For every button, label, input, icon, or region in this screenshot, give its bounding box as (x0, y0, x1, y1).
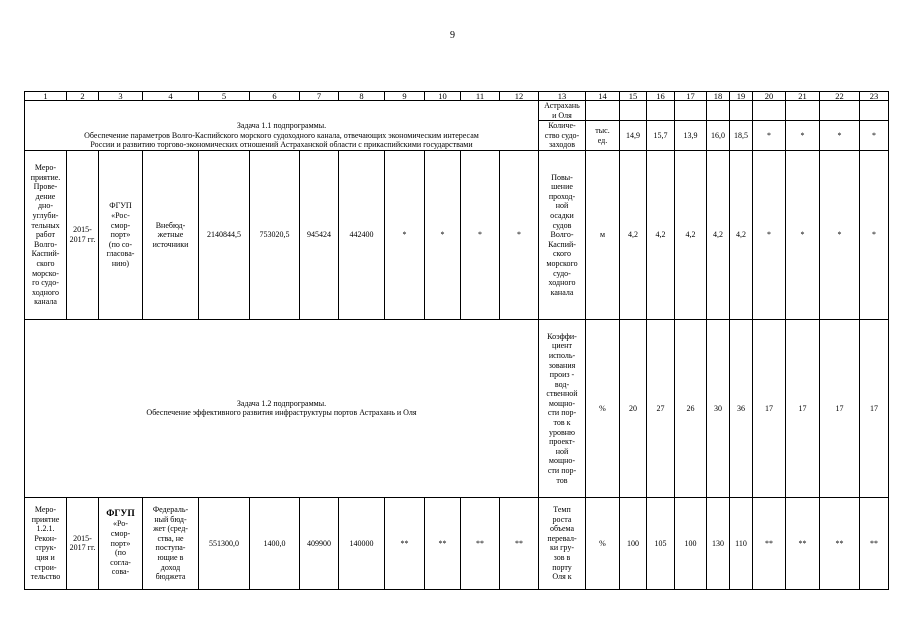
column-number: 1 (25, 92, 67, 101)
column-number: 13 (539, 92, 586, 101)
funding-amount: ** (461, 497, 500, 589)
indicator-value: 4,2 (620, 150, 647, 319)
column-number: 22 (820, 92, 860, 101)
indicator-value: 17 (820, 319, 860, 497)
region-continuation-row (25, 101, 889, 121)
column-number: 5 (199, 92, 250, 101)
column-number: 15 (620, 92, 647, 101)
funding-amount: 442400 (339, 150, 385, 319)
indicator: Количе- ство судо- заходов (539, 121, 586, 151)
indicator-value: * (786, 121, 820, 151)
measure-period: 2015- 2017 гг. (67, 150, 99, 319)
measure-name: Меро- приятие. Прове- дение дно- углуби- тельных работ Волго- Каспий- ского морско- го судо- ходного канала (25, 150, 67, 319)
column-number: 16 (647, 92, 675, 101)
column-number: 8 (339, 92, 385, 101)
indicator-value: 130 (707, 497, 730, 589)
funding-source: Внебюд- жетные источники (143, 150, 199, 319)
task-1-2-row (25, 319, 889, 497)
task-1-2-title: Задача 1.2 подпрограммы. Обеспечение эффективного развития инфраструктуры портов Астрахань и Оля (25, 319, 539, 497)
column-number: 17 (675, 92, 707, 101)
indicator-value: ** (820, 497, 860, 589)
indicator-value: 4,2 (675, 150, 707, 319)
funding-amount: ** (500, 497, 539, 589)
unit: % (586, 497, 620, 589)
column-number: 2 (67, 92, 99, 101)
indicator-value: 26 (675, 319, 707, 497)
funding-amount: 1400,0 (250, 497, 300, 589)
measure-row (25, 497, 889, 589)
column-number: 20 (753, 92, 786, 101)
indicator-value: * (753, 150, 786, 319)
unit: м (586, 150, 620, 319)
indicator-value: 17 (753, 319, 786, 497)
indicator-value: 17 (860, 319, 889, 497)
funding-amount: 2140844,5 (199, 150, 250, 319)
subprogram-table (24, 91, 889, 590)
indicator-value: 17 (786, 319, 820, 497)
column-number: 7 (300, 92, 339, 101)
indicator-value: * (820, 121, 860, 151)
indicator-value: 16,0 (707, 121, 730, 151)
column-number: 11 (461, 92, 500, 101)
indicator-value: * (753, 121, 786, 151)
unit: тыс. ед. (586, 121, 620, 151)
indicator-value: ** (860, 497, 889, 589)
indicator-value: 105 (647, 497, 675, 589)
funding-amount: 753020,5 (250, 150, 300, 319)
column-number: 18 (707, 92, 730, 101)
measure-period: 2015- 2017 гг. (67, 497, 99, 589)
measure-name: Меро- приятие 1.2.1. Рекон- струк- ция и строи- тельство (25, 497, 67, 589)
indicator-value: 100 (620, 497, 647, 589)
indicator-value: 13,9 (675, 121, 707, 151)
indicator-value: ** (753, 497, 786, 589)
funding-amount: 945424 (300, 150, 339, 319)
indicator-value: 4,2 (707, 150, 730, 319)
funding-amount: * (425, 150, 461, 319)
measure-executor (99, 497, 143, 589)
funding-amount: 551300,0 (199, 497, 250, 589)
indicator-value: * (820, 150, 860, 319)
measure-executor: ФГУП «Рос- смор- порт» (по со- гласова- нию) (99, 150, 143, 319)
indicator-value: 30 (707, 319, 730, 497)
unit: % (586, 319, 620, 497)
funding-amount: * (461, 150, 500, 319)
indicator-value: 110 (730, 497, 753, 589)
indicator-value: ** (786, 497, 820, 589)
column-number: 6 (250, 92, 300, 101)
indicator-value: 15,7 (647, 121, 675, 151)
funding-amount: * (385, 150, 425, 319)
indicator-value: 4,2 (647, 150, 675, 319)
indicator-value: 36 (730, 319, 753, 497)
funding-amount: * (500, 150, 539, 319)
indicator-value: 14,9 (620, 121, 647, 151)
column-number: 19 (730, 92, 753, 101)
executor-details: «Ро- смор- порт» (по согла- сова- (110, 519, 131, 577)
column-number: 3 (99, 92, 143, 101)
indicator-value: 27 (647, 319, 675, 497)
indicator-value: 4,2 (730, 150, 753, 319)
indicator: Повы- шение проход- ной осадки судов Волго- Каспий- ского морского судо- ходного канала (539, 150, 586, 319)
column-number: 10 (425, 92, 461, 101)
indicator: Коэффи- циент исполь- зования произ - вод- ственной мощно- сти пор- тов к уровню проект- ной мощно- сти пор- тов (539, 319, 586, 497)
column-number: 12 (500, 92, 539, 101)
indicator-value: 18,5 (730, 121, 753, 151)
indicator-value: * (860, 121, 889, 151)
funding-amount: ** (385, 497, 425, 589)
executor-name: ФГУП (106, 508, 135, 519)
indicator-continuation: Астрахань и Оля (539, 101, 586, 121)
indicator-value: * (860, 150, 889, 319)
indicator-value: 100 (675, 497, 707, 589)
funding-amount: 409900 (300, 497, 339, 589)
column-number: 4 (143, 92, 199, 101)
page-number: 9 (450, 30, 455, 41)
column-number: 21 (786, 92, 820, 101)
task-1-1-row (25, 121, 889, 151)
column-number: 23 (860, 92, 889, 101)
measure-row (25, 150, 889, 319)
indicator-value: 20 (620, 319, 647, 497)
column-number: 9 (385, 92, 425, 101)
column-numbers-row (25, 92, 889, 101)
funding-source: Федераль- ный бюд- жет (сред- ства, не поступа- ющие в доход бюджета (143, 497, 199, 589)
column-number: 14 (586, 92, 620, 101)
task-1-1-title: Задача 1.1 подпрограммы. Обеспечение параметров Волго-Каспийского морского судоходного канала, отвечающих экономическим интересам России и развитию торгово-экономических отношений Астраханской области с прикаспийскими государствами (25, 121, 539, 151)
funding-amount: 140000 (339, 497, 385, 589)
indicator-value: * (786, 150, 820, 319)
funding-amount: ** (425, 497, 461, 589)
indicator: Темп роста объема перевал- ки гру- зов в порту Оля к (539, 497, 586, 589)
